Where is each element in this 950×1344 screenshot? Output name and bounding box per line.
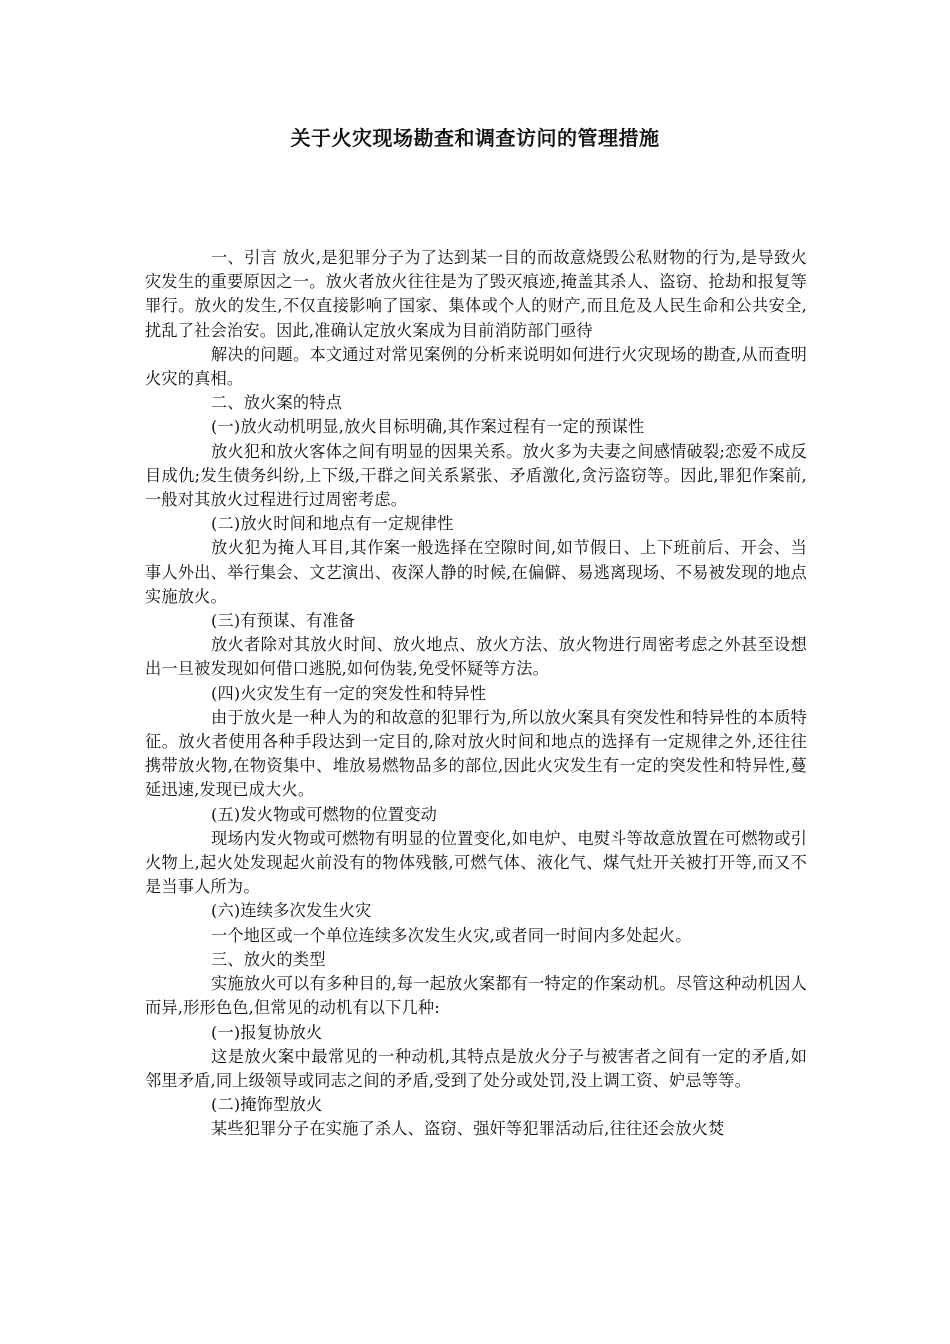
subheading-5: (五)发火物或可燃物的位置变动 (211, 804, 438, 824)
document-title: 关于火灾现场勘查和调查访问的管理措施 (290, 126, 660, 150)
subheading-type-1: (一)报复协放火 (211, 1022, 323, 1042)
paragraph: 某些犯罪分子在实施了杀人、盗窃、强奸等犯罪活动后,往往还会放火焚 (211, 1119, 725, 1139)
paragraph: 由于放火是一种人为的和故意的犯罪行为,所以放火案具有突发性和特异性的本质特征。放火者使用各种手段达到一定目的,除对放火时间和地点的选择有一定规律之外,还往往携带放火物,在物资集中、堆放易燃物品多的部位,因此火灾发生有一定的突发性和特异性,蔓延迅速,发现已成大火。 (145, 707, 807, 800)
section-heading-characteristics: 二、放火案的特点 (211, 393, 343, 413)
paragraph: 放火犯为掩人耳目,其作案一般选择在空隙时间,如节假日、上下班前后、开会、当事人外出、举行集会、文艺演出、夜深人静的时候,在偏僻、易逃离现场、不易被发现的地点实施放火。 (145, 538, 807, 606)
paragraph: 放火者除对其放火时间、放火地点、放火方法、放火物进行周密考虑之外甚至设想出一旦被发现如何借口逃脱,如何伪装,免受怀疑等方法。 (145, 635, 807, 679)
subheading-3: (三)有预谋、有准备 (211, 611, 356, 631)
paragraph: 放火犯和放火客体之间有明显的因果关系。放火多为夫妻之间感情破裂;恋爱不成反目成仇;发生债务纠纷,上下级,干群之间关系紧张、矛盾激化,贪污盗窃等。因此,罪犯作案前,一般对其放火过程进行过周密考虑。 (145, 441, 807, 510)
document-body (145, 246, 807, 1142)
subheading-2: (二)放火时间和地点有一定规律性 (211, 514, 454, 534)
paragraph: 一个地区或一个单位连续多次发生火灾,或者同一时间内多处起火。 (211, 925, 692, 945)
paragraph: 现场内发火物或可燃物有明显的位置变化,如电炉、电熨斗等故意放置在可燃物或引火物上,起火处发现起火前没有的物体残骸,可燃气体、液化气、煤气灶开关被打开等,而又不是当事人所为。 (145, 828, 807, 897)
subheading-1: (一)放火动机明显,放火目标明确,其作案过程有一定的预谋性 (211, 417, 645, 437)
subheading-4: (四)火灾发生有一定的突发性和特异性 (211, 683, 487, 703)
subheading-type-2: (二)掩饰型放火 (211, 1095, 323, 1115)
subheading-6: (六)连续多次发生火灾 (211, 901, 372, 921)
paragraph-intro-continued: 解决的问题。本文通过对常见案例的分析来说明如何进行火灾现场的勘查,从而查明火灾的真相。 (145, 344, 807, 389)
paragraph: 这是放火案中最常见的一种动机,其特点是放火分子与被害者之间有一定的矛盾,如邻里矛盾,同上级领导或同志之间的矛盾,受到了处分或处罚,没上调工资、妒忌等等。 (145, 1046, 807, 1090)
paragraph-intro: 一、引言 放火,是犯罪分子为了达到某一目的而故意烧毁公私财物的行为,是导致火灾发生的重要原因之一。放火者放火往往是为了毁灭痕迹,掩盖其杀人、盗窃、抢劫和报复等罪行。放火的发生,不仅直接影响了国家、集体或个人的财产,而且危及人民生命和公共安全,扰乱了社会治安。因此,准确认定放火案成为目前消防部门亟待 (145, 248, 807, 340)
section-heading-types: 三、放火的类型 (211, 949, 326, 969)
paragraph: 实施放火可以有多种目的,每一起放火案都有一特定的作案动机。尽管这种动机因人而异,形形色色,但常见的动机有以下几种: (145, 974, 807, 1018)
